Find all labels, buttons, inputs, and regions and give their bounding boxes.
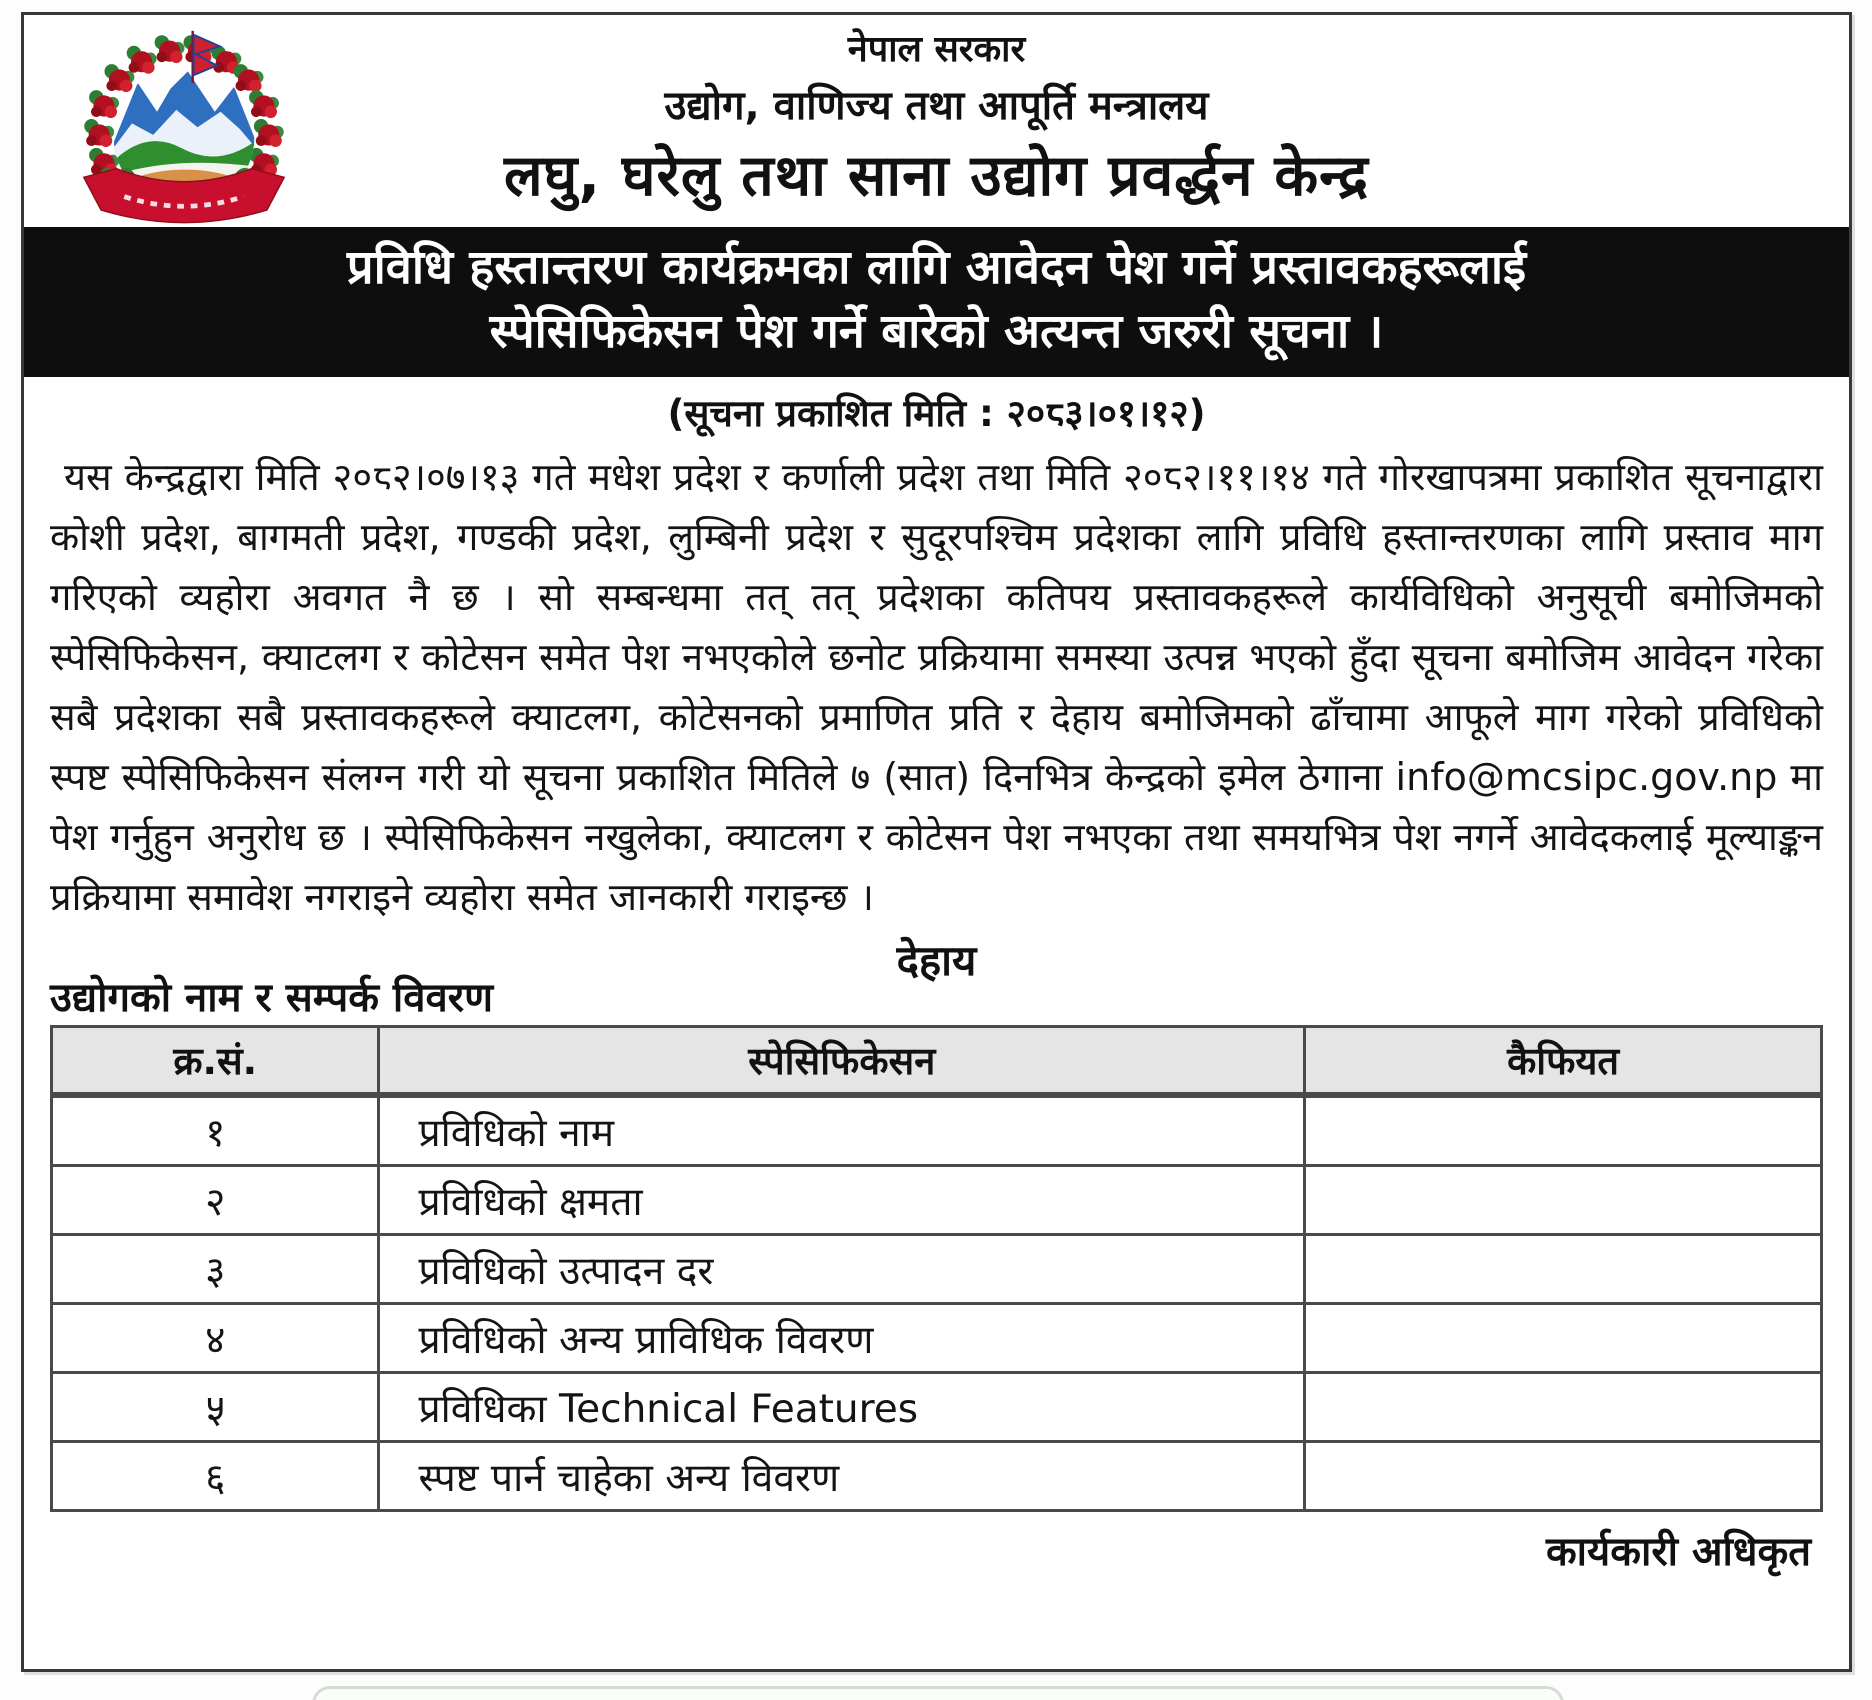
remarks-cell xyxy=(1305,1235,1822,1304)
specification-cell: प्रविधिको उत्पादन दर xyxy=(379,1235,1305,1304)
specification-cell: प्रविधिको अन्य प्राविधिक विवरण xyxy=(379,1304,1305,1373)
table-row xyxy=(52,1095,1822,1166)
ministry-name: उद्योग, वाणिज्य तथा आपूर्ति मन्त्रालय xyxy=(664,83,1209,129)
pre-table-headings xyxy=(50,929,1823,1021)
published-date: (सूचना प्रकाशित मिति : २०८३।०१।१२) xyxy=(667,392,1206,435)
center-name: लघु, घरेलु तथा साना उद्योग प्रवर्द्धन केन्द्र xyxy=(503,143,1370,209)
dehaya-label: देहाय xyxy=(896,936,977,985)
nepal-government-emblem-icon xyxy=(64,27,304,239)
banner-line-2: स्पेसिफिकेसन पेश गर्ने बारेको अत्यन्त जरुरी सूचना । xyxy=(489,304,1384,359)
remarks-cell xyxy=(1305,1442,1822,1511)
signatory-title: कार्यकारी अधिकृत xyxy=(1545,1529,1811,1575)
remarks-cell xyxy=(1305,1373,1822,1442)
table-header-row xyxy=(52,1027,1822,1096)
specification-cell: स्पष्ट पार्न चाहेका अन्य विवरण xyxy=(379,1442,1305,1511)
serial-cell: ५ xyxy=(52,1373,379,1442)
government-name: नेपाल सरकार xyxy=(847,29,1026,70)
table-row xyxy=(52,1442,1822,1511)
remarks-cell xyxy=(1305,1304,1822,1373)
notice-body-paragraph: यस केन्द्रद्वारा मिति २०८२।०७।१३ गते मधेश प्रदेश र कर्णाली प्रदेश तथा मिति २०८२।११।१४ गते गोरखापत्रमा प्रकाशित सूचनाद्वारा कोशी प्रदेश, बागमती प्रदेश, गण्डकी प्रदेश, लुम्बिनी प्रदेश र सुदूरपश्चिम प्रदेशका लागि प्रविधि हस्तान्तरणका लागि प्रस्ताव माग गरिएको व्यहोरा अवगत नै छ । सो सम्बन्धमा तत् तत् प्रदेशका कतिपय प्रस्तावकहरूले कार्यविधिको अनुसूची बमोजिमको स्पेसिफिकेसन, क्याटलग र कोटेसन समेत पेश नभएकोले छनोट प्रक्रियामा समस्या उत्पन्न भएको हुँदा सूचना बमोजिम आवेदन गरेका सबै प्रदेशका सबै प्रस्तावकहरूले क्याटलग, कोटेसनको प्रमाणित प्रति र देहाय बमोजिमको ढाँचामा आफूले माग गरेको प्रविधिको स्पष्ट स्पेसिफिकेसन संलग्न गरी यो सूचना प्रकाशित मितिले ७ (सात) दिनभित्र केन्द्रको इमेल ठेगाना info@mcsipc.gov.np मा पेश गर्नुहुन अनुरोध छ । स्पेसिफिकेसन नखुलेका, क्याटलग र कोटेसन पेश नभएका तथा समयभित्र पेश नगर्ने आवेदकलाई मूल्याङ्कन प्रक्रियामा समावेश नगराइने व्यहोरा समेत जानकारी गराइन्छ । xyxy=(50,455,1823,919)
column-header-remarks: कैफियत xyxy=(1305,1027,1822,1096)
table-row xyxy=(52,1304,1822,1373)
notice-title-banner xyxy=(24,227,1849,377)
serial-cell: १ xyxy=(52,1095,379,1166)
table-row xyxy=(52,1166,1822,1235)
serial-cell: ४ xyxy=(52,1304,379,1373)
table-row xyxy=(52,1373,1822,1442)
column-header-serial: क्र.सं. xyxy=(52,1027,379,1096)
specification-cell: प्रविधिको नाम xyxy=(379,1095,1305,1166)
notice-document xyxy=(21,12,1852,1672)
serial-cell: ६ xyxy=(52,1442,379,1511)
banner-line-1: प्रविधि हस्तान्तरण कार्यक्रमका लागि आवेदन पेश गर्ने प्रस्तावकहरूलाई xyxy=(346,240,1527,295)
specification-cell: प्रविधिको क्षमता xyxy=(379,1166,1305,1235)
document-header xyxy=(24,15,1849,227)
table-row xyxy=(52,1235,1822,1304)
specification-cell: प्रविधिका Technical Features xyxy=(379,1373,1305,1442)
serial-cell: ३ xyxy=(52,1235,379,1304)
remarks-cell xyxy=(1305,1095,1822,1166)
industry-contact-subheading: उद्योगको नाम र सम्पर्क विवरण xyxy=(50,975,493,1021)
specification-table xyxy=(50,1025,1823,1512)
serial-cell: २ xyxy=(52,1166,379,1235)
adjacent-advert-top-edge xyxy=(312,1686,1564,1700)
column-header-specification: स्पेसिफिकेसन xyxy=(379,1027,1305,1096)
remarks-cell xyxy=(1305,1166,1822,1235)
